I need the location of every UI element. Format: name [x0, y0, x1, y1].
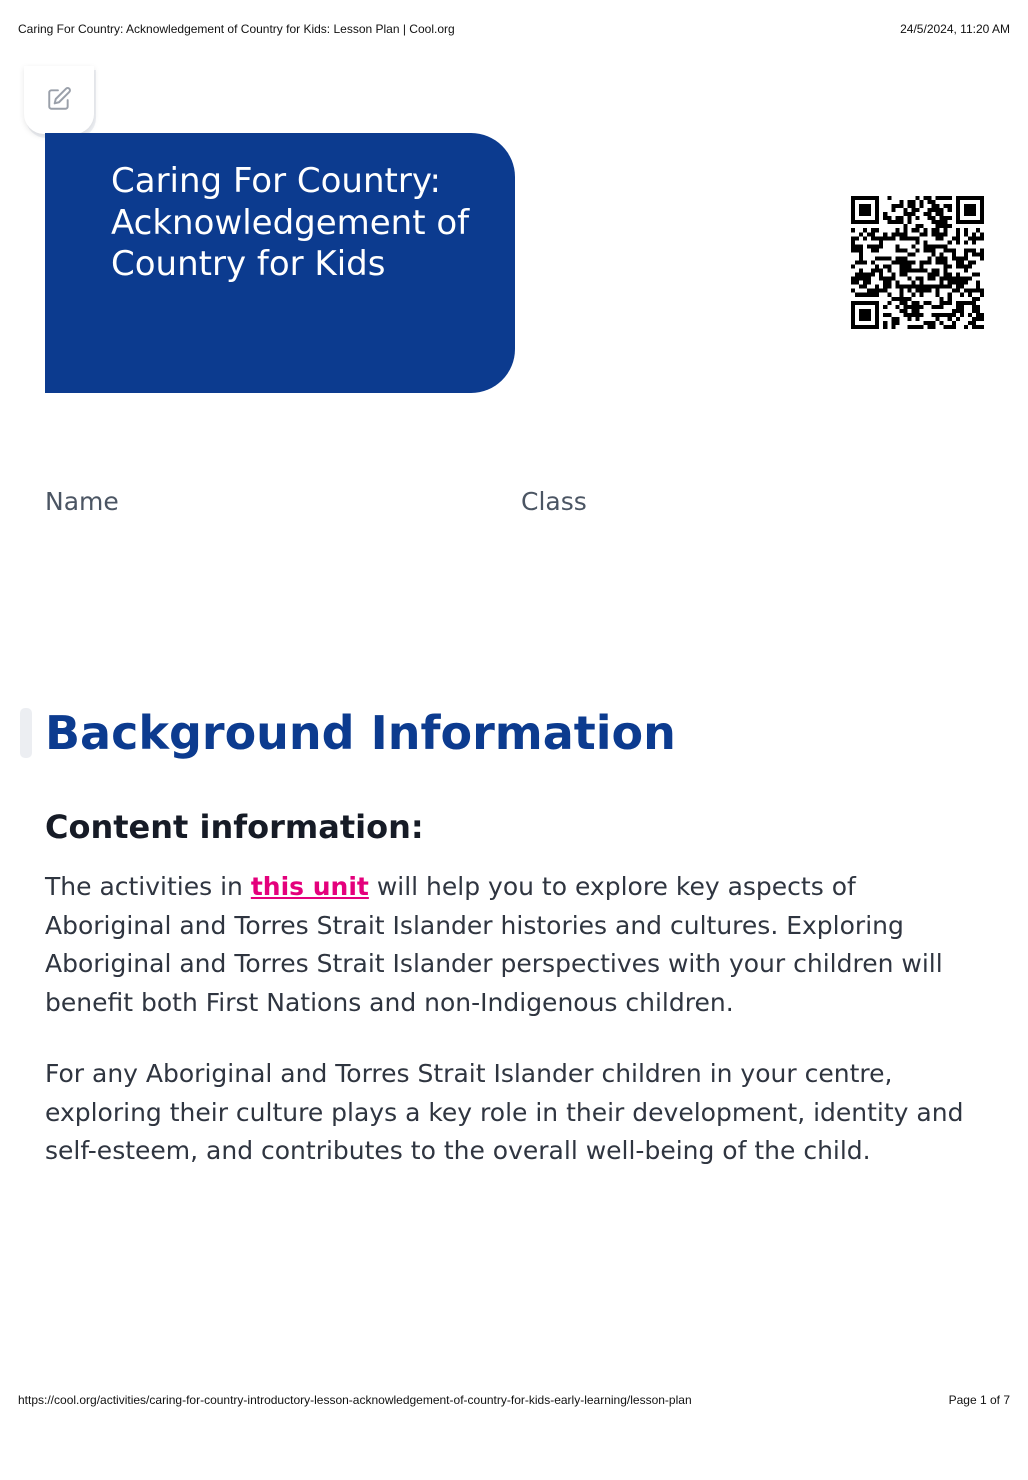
paragraph-1-rest: will help you to explore key aspects of Aboriginal and Torres Strait Islander histories and cultures. Exploring Aboriginal and Torres Strait Islander perspectives with your children will benefit both First Nations and non-Indigenous children.	[45, 872, 943, 1017]
content-paragraph-2: For any Aboriginal and Torres Strait Islander children in your centre, exploring their culture plays a key role in their development, identity and self-esteem, and contributes to the overall well-being of the child.	[45, 1059, 964, 1165]
print-header-datetime: 24/5/2024, 11:20 AM	[900, 22, 1010, 36]
section-title: Background Information	[45, 706, 676, 760]
section-marker	[20, 708, 32, 758]
pencil-square-icon	[46, 86, 72, 112]
edit-button[interactable]	[24, 66, 94, 134]
print-header-title: Caring For Country: Acknowledgement of Country for Kids: Lesson Plan | Cool.org	[18, 22, 455, 36]
title-card	[45, 133, 515, 393]
this-unit-link[interactable]: this unit	[250, 872, 369, 901]
print-header	[18, 22, 1010, 38]
name-field-label: Name	[45, 487, 119, 516]
content-info-heading: Content information:	[45, 808, 424, 846]
print-footer	[18, 1393, 1010, 1409]
content-paragraph-1	[45, 868, 985, 1022]
class-field-label: Class	[521, 487, 587, 516]
paragraph-1-lead: The activities in	[45, 872, 251, 901]
qr-code-icon	[850, 196, 985, 329]
print-footer-url: https://cool.org/activities/caring-for-country-introductory-lesson-acknowledgement-of-country-for-kids-early-learning/lesson-plan	[18, 1393, 692, 1407]
lesson-title: Caring For Country: Acknowledgement of Country for Kids	[111, 161, 470, 284]
print-footer-page: Page 1 of 7	[948, 1393, 1010, 1407]
qr-code	[850, 196, 985, 329]
